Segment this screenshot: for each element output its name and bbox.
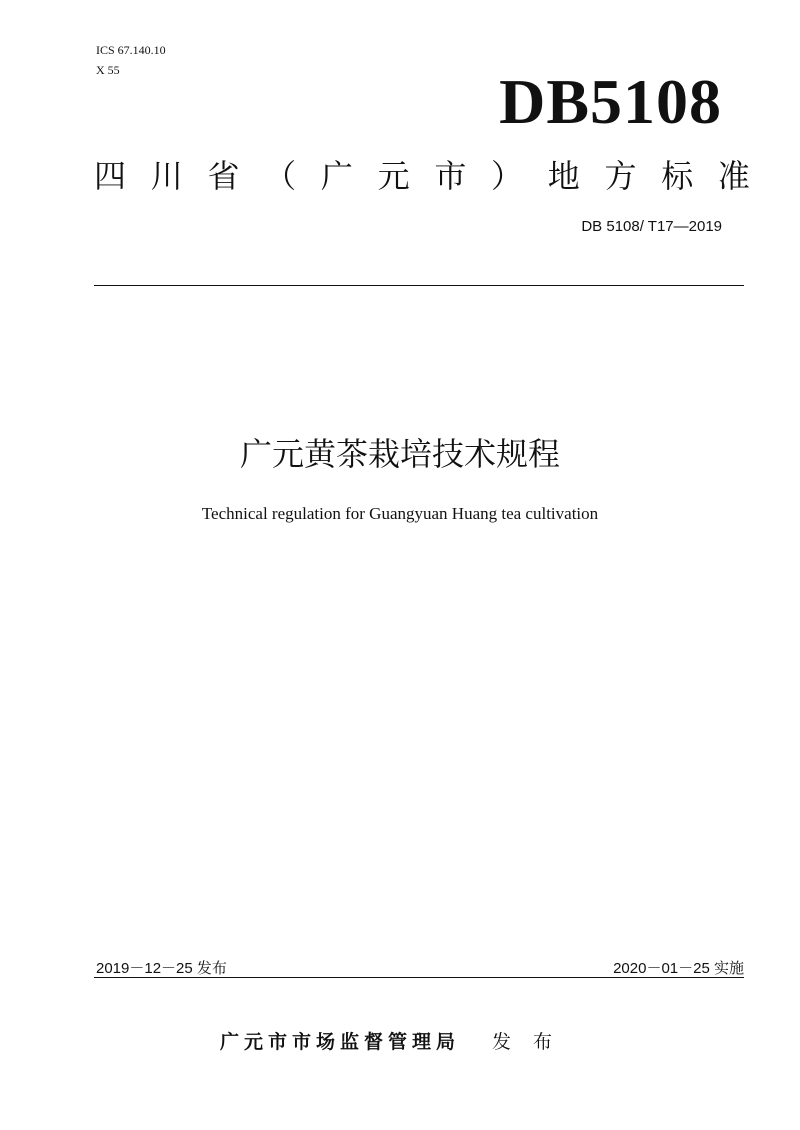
publish-label: 发 布: [492, 1031, 561, 1053]
standard-number: DB 5108/ T17—2019: [581, 218, 722, 235]
standard-type-char: 省: [207, 157, 240, 195]
standard-type-char: 四: [94, 157, 127, 195]
standard-type-char: ）: [491, 157, 524, 195]
issue-date: 2019－12－25 发布: [96, 960, 227, 977]
standard-type-char: 地: [547, 157, 580, 195]
standard-type-char: 川: [150, 157, 183, 195]
document-title-english: Technical regulation for Guangyuan Huang tea cultivation: [201, 504, 599, 523]
standard-type-char: 准: [717, 157, 750, 195]
standard-type-char: 广: [320, 157, 353, 195]
ccs-code: X 55: [96, 63, 120, 77]
standard-type-char: 市: [434, 157, 467, 195]
footer-divider: [94, 977, 744, 978]
standard-type-char: 元: [377, 157, 410, 195]
header-divider: [94, 285, 744, 286]
document-title-chinese: 广元黄茶栽培技术规程: [239, 435, 560, 473]
standard-type: [94, 152, 750, 200]
ics-code: ICS 67.140.10: [96, 43, 166, 57]
standard-code: DB5108: [499, 66, 722, 137]
implementation-date: 2020－01－25 实施: [613, 960, 744, 977]
standard-type-char: （: [264, 157, 297, 195]
publisher-organization: 广元市市场监督管理局: [220, 1031, 461, 1053]
publisher-line: [220, 1028, 560, 1056]
classification-codes: [96, 40, 166, 80]
standard-type-char: 方: [604, 157, 637, 195]
standard-type-char: 标: [661, 157, 694, 195]
